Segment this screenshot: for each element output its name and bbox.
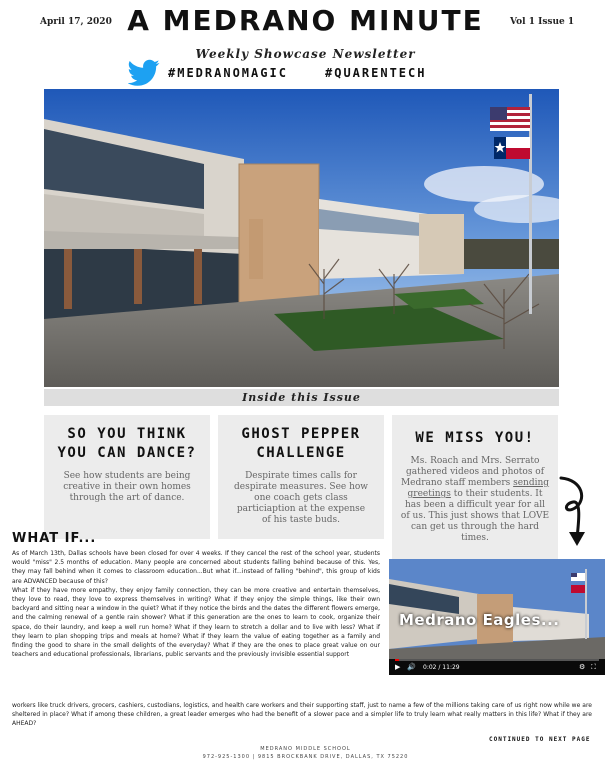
video-player[interactable] — [389, 559, 605, 675]
fullscreen-icon[interactable]: ⛶ — [591, 663, 596, 671]
feature-dance[interactable] — [44, 415, 210, 539]
article-paragraph-2: What if they have more empathy, they enjoy family connection, they can be more creative and entertain themselves, they love to read, they love to express themselves in writing? What if they enjoy the simple things, like their own backyard and sitting near a window in the quiet? What if they notice the birds and the dates the different flowers emerge, and the calming renewal of a gentle rain shower? What if this generation are the ones to learn to cook, organize their space, do their laundry, and keep a well run home? What if they learn to stretch a dollar and to live with less? What if they learn to plan shopping trips and meals at home? What if they learn the value of eating together as a family and finding the good to share in the small delights of the everyday? What if they are the ones to place great value on our teachers and educational professionals, librarians, public servants and the previously invisible essential support — [12, 586, 380, 659]
feature-we-miss-you-text-1: Ms. Roach and Mrs. Serrato gathered videos and photos of Medrano staff members — [400, 456, 545, 488]
article-paragraph-1: As of March 13th, Dallas schools have been closed for over 4 weeks. If they cancel the rest of the school year, students would "miss" 2.5 months of education. Many people are concerned about students falling behind because of this. Yes, they may fall behind when it comes to classroom education...But what if...instead of falling "behind", this group of kids are ADVANCED because of this? — [12, 550, 380, 585]
hashtag-medranomagic[interactable]: #MEDRANOMAGIC — [168, 66, 288, 80]
feature-dance-title-line2: YOU CAN DANCE? — [57, 445, 197, 461]
feature-we-miss-you-title: WE MISS YOU! — [415, 430, 535, 446]
hashtag-quarentech[interactable]: #QUARENTECH — [325, 66, 427, 80]
twitter-bird-icon — [128, 59, 160, 87]
play-icon[interactable]: ▶ — [395, 663, 401, 671]
feature-we-miss-you[interactable] — [392, 415, 558, 561]
feature-ghost-pepper-title-line1: GHOST PEPPER — [241, 426, 361, 442]
settings-gear-icon[interactable]: ⚙ — [579, 663, 586, 671]
feature-ghost-pepper[interactable] — [218, 415, 384, 539]
video-time: 0:02 / 11:29 — [423, 664, 460, 671]
curly-arrow-icon — [553, 470, 593, 550]
newsletter-subtitle: Weekly Showcase Newsletter — [195, 47, 416, 61]
footer-school-name: MEDRANO MIDDLE SCHOOL — [260, 746, 351, 752]
feature-dance-title-line1: SO YOU THINK — [67, 426, 187, 442]
volume-icon[interactable]: 🔊 — [407, 663, 416, 671]
article-body — [12, 549, 380, 659]
sending-greetings-link[interactable]: sending greetings — [407, 478, 550, 499]
feature-dance-text: See how students are being creative in their own homes through the art of dance. — [63, 471, 191, 503]
continued-label: CONTINUED TO NEXT PAGE — [489, 736, 591, 743]
footer-contact: 972-925-1300 | 9815 BROCKBANK DRIVE, DALLAS, TX 75220 — [202, 754, 409, 760]
volume-issue: Vol 1 Issue 1 — [510, 17, 575, 27]
feature-ghost-pepper-text: Despirate times calls for despirate measures. See how one coach gets class particiaption at the expense of his taste buds. — [233, 471, 369, 525]
school-building-photo — [44, 89, 559, 387]
feature-ghost-pepper-title-line2: CHALLENGE — [256, 445, 346, 461]
video-caption: Medrano Eagles... — [399, 611, 560, 629]
newsletter-title: A MEDRANO MINUTE — [127, 4, 484, 37]
feature-we-miss-you-text-2: to their students. It has been a difficult year for all of us. This just shows that LOVE can get us through the hard times. — [400, 489, 550, 543]
article-heading: WHAT IF... — [12, 531, 97, 546]
issue-date: April 17, 2020 — [40, 17, 112, 27]
inside-this-issue-band: Inside this Issue — [44, 389, 559, 406]
article-paragraph-3: workers like truck drivers, grocers, cashiers, custodians, logistics, and health care workers and their supporting staff, just to name a few of the millions taking care of us right now while we are sheltered in place? What if among these children, a great leader emerges who had the benefit of a slower pace and a simpler life to truly learn what really matters in this life? What if they are AHEAD? — [12, 702, 592, 728]
